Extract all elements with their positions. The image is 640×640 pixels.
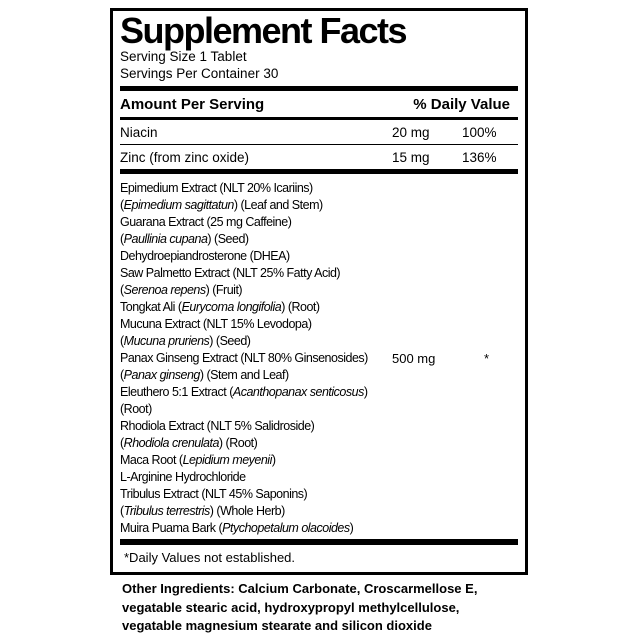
blend-text: Panax Ginseng Extract (NLT 80% Ginsenosides) bbox=[120, 351, 368, 365]
blend-text: ) (Root) bbox=[281, 300, 320, 314]
nutrient-daily-value: 100% bbox=[462, 125, 497, 140]
other-ingredients-line: vegatable stearic acid, hydroxypropyl methylcellulose, bbox=[122, 599, 460, 615]
blend-text: Tongkat Ali ( bbox=[120, 300, 182, 314]
blend-text: Guarana Extract (25 mg Caffeine) bbox=[120, 215, 292, 229]
other-ingredients-line: vegatable magnesium stearate and silicon dioxide bbox=[122, 618, 432, 633]
other-ingredients bbox=[122, 580, 562, 636]
blend-text: ( bbox=[120, 368, 124, 382]
nutrient-row-niacin bbox=[120, 120, 518, 144]
servings-per-container: Servings Per Container 30 bbox=[120, 65, 279, 81]
blend-latin-name: Serenoa repens bbox=[123, 283, 206, 297]
nutrient-name: Zinc (from zinc oxide) bbox=[120, 150, 250, 165]
daily-value-footnote: *Daily Values not established. bbox=[124, 550, 296, 565]
blend-line bbox=[120, 265, 518, 282]
blend-line bbox=[120, 435, 518, 452]
blend-text: ) (Stem and Leaf) bbox=[199, 368, 289, 382]
blend-line bbox=[120, 333, 518, 350]
blend-latin-name: Tribulus terrestris bbox=[123, 504, 210, 518]
blend-text: Maca Root ( bbox=[120, 453, 183, 467]
blend-text: ) bbox=[271, 453, 276, 467]
blend-text: ( bbox=[120, 232, 124, 246]
blend-line bbox=[120, 282, 518, 299]
blend-text: ( bbox=[120, 334, 124, 348]
amount-per-serving-header: Amount Per Serving bbox=[120, 96, 265, 113]
blend-text: Dehydroepiandrosterone (DHEA) bbox=[120, 249, 290, 263]
blend-line bbox=[120, 418, 518, 435]
supplement-facts-panel bbox=[110, 8, 528, 575]
blend-text: Saw Palmetto Extract (NLT 25% Fatty Acid) bbox=[120, 266, 341, 280]
blend-text: ( bbox=[120, 504, 124, 518]
serving-size: Serving Size 1 Tablet bbox=[120, 49, 247, 64]
blend-text: ) bbox=[363, 385, 368, 399]
blend-amount: 500 mg bbox=[392, 351, 436, 366]
blend-line bbox=[120, 520, 518, 537]
blend-latin-name: Panax ginseng bbox=[123, 368, 200, 382]
blend-line bbox=[120, 214, 518, 231]
nutrient-row-zinc bbox=[120, 145, 518, 169]
blend-text: ) (Seed) bbox=[209, 334, 251, 348]
blend-latin-name: Eurycoma longifolia bbox=[181, 300, 282, 314]
blend-text: ( bbox=[120, 198, 124, 212]
blend-text: ) (Fruit) bbox=[205, 283, 243, 297]
blend-latin-name: Ptychopetalum olacoides bbox=[222, 521, 350, 535]
blend-line bbox=[120, 248, 518, 265]
blend-latin-name: Lepidium meyenii bbox=[182, 453, 272, 467]
blend-text: ( bbox=[120, 436, 124, 450]
blend-line bbox=[120, 401, 518, 418]
nutrient-name: Niacin bbox=[120, 125, 158, 140]
blend-daily-value: * bbox=[484, 351, 490, 366]
blend-latin-name: Rhodiola crenulata bbox=[123, 436, 219, 450]
nutrient-amount: 15 mg bbox=[392, 150, 430, 165]
nutrient-daily-value: 136% bbox=[462, 150, 497, 165]
nutrient-amount: 20 mg bbox=[392, 125, 430, 140]
blend-line bbox=[120, 367, 518, 384]
blend-text: Eleuthero 5:1 Extract ( bbox=[120, 385, 233, 399]
blend-line bbox=[120, 350, 518, 367]
blend-line bbox=[120, 503, 518, 520]
blend-text: Rhodiola Extract (NLT 5% Salidroside) bbox=[120, 419, 315, 433]
blend-line bbox=[120, 180, 518, 197]
column-header-row bbox=[120, 91, 518, 117]
blend-text: ) (Whole Herb) bbox=[209, 504, 285, 518]
blend-text: ) bbox=[349, 521, 354, 535]
blend-text: Tribulus Extract (NLT 45% Saponins) bbox=[120, 487, 308, 501]
other-ingredients-line: Other Ingredients: Calcium Carbonate, Croscarmellose E, bbox=[122, 581, 478, 596]
blend-text: ( bbox=[120, 283, 124, 297]
blend-text: Mucuna Extract (NLT 15% Levodopa) bbox=[120, 317, 312, 331]
blend-line bbox=[120, 452, 518, 469]
blend-line bbox=[120, 469, 518, 486]
blend-line bbox=[120, 299, 518, 316]
blend-text: ) (Seed) bbox=[207, 232, 249, 246]
blend-line bbox=[120, 231, 518, 248]
blend-text: (Root) bbox=[120, 402, 152, 416]
panel-title: Supplement Facts bbox=[120, 10, 407, 51]
daily-value-header: % Daily Value bbox=[413, 96, 510, 113]
proprietary-blend-list bbox=[120, 174, 518, 539]
blend-line bbox=[120, 197, 518, 214]
blend-latin-name: Mucuna pruriens bbox=[123, 334, 210, 348]
blend-text: Epimedium Extract (NLT 20% Icariins) bbox=[120, 181, 313, 195]
blend-latin-name: Epimedium sagittatun bbox=[123, 198, 234, 212]
blend-latin-name: Paullinia cupana bbox=[123, 232, 208, 246]
blend-text: L-Arginine Hydrochloride bbox=[120, 470, 246, 484]
blend-latin-name: Acanthopanax senticosus bbox=[232, 385, 364, 399]
blend-line bbox=[120, 486, 518, 503]
blend-text: ) (Root) bbox=[218, 436, 258, 450]
blend-text: ) (Leaf and Stem) bbox=[233, 198, 323, 212]
blend-line bbox=[120, 384, 518, 401]
blend-line bbox=[120, 316, 518, 333]
blend-text: Muira Puama Bark ( bbox=[120, 521, 223, 535]
